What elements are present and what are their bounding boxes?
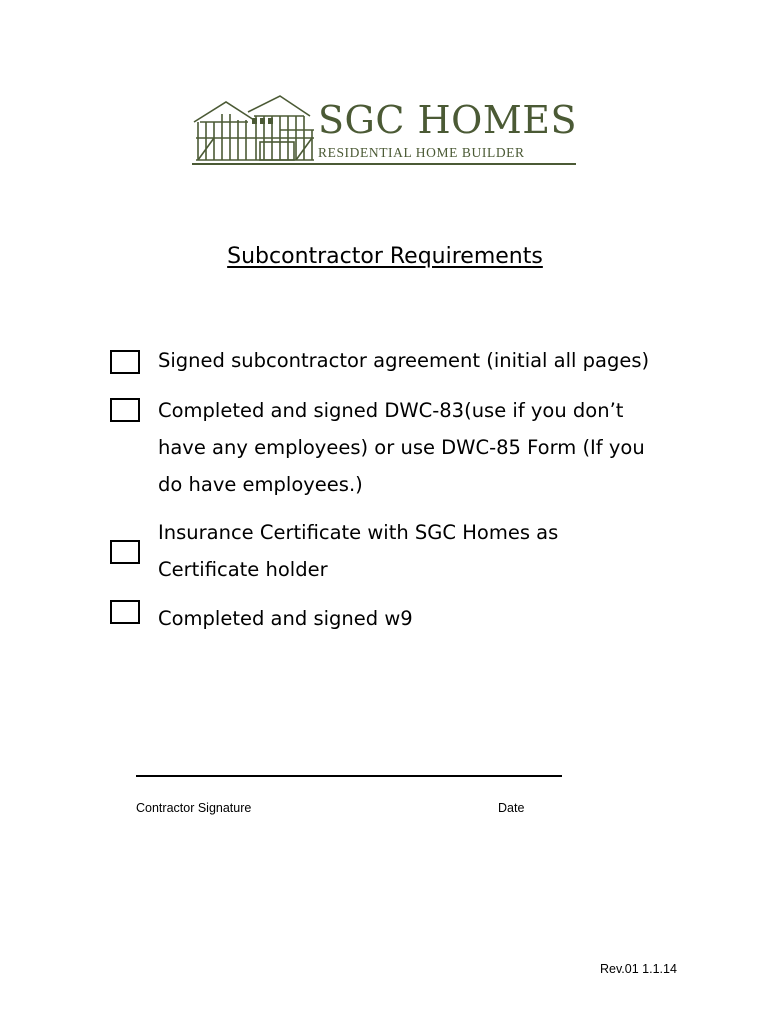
requirement-label: Completed and signed DWC-83(use if you don’t have any employees) or use DWC-85 Form (If you do have employees.) (158, 399, 645, 496)
checkbox[interactable] (110, 600, 140, 624)
logo-tagline: RESIDENTIAL HOME BUILDER (318, 145, 525, 160)
checkbox[interactable] (110, 540, 140, 564)
requirement-label: Insurance Certificate with SGC Homes as Certificate holder (158, 521, 559, 581)
checkbox[interactable] (110, 398, 140, 422)
document-title: Subcontractor Requirements (227, 244, 543, 269)
house-frame-icon (192, 94, 316, 164)
company-logo (192, 94, 578, 168)
requirement-label: Completed and signed w9 (158, 607, 413, 630)
checkbox[interactable] (110, 350, 140, 374)
contractor-signature-label: Contractor Signature (136, 801, 252, 815)
date-label: Date (498, 801, 525, 815)
logo-wordmark: SGC HOMES (318, 98, 578, 142)
requirement-label: Signed subcontractor agreement (initial all pages) (158, 349, 650, 372)
revision-label: Rev.01 1.1.14 (600, 962, 677, 976)
signature-line[interactable] (136, 775, 562, 777)
logo-underline (192, 163, 576, 165)
